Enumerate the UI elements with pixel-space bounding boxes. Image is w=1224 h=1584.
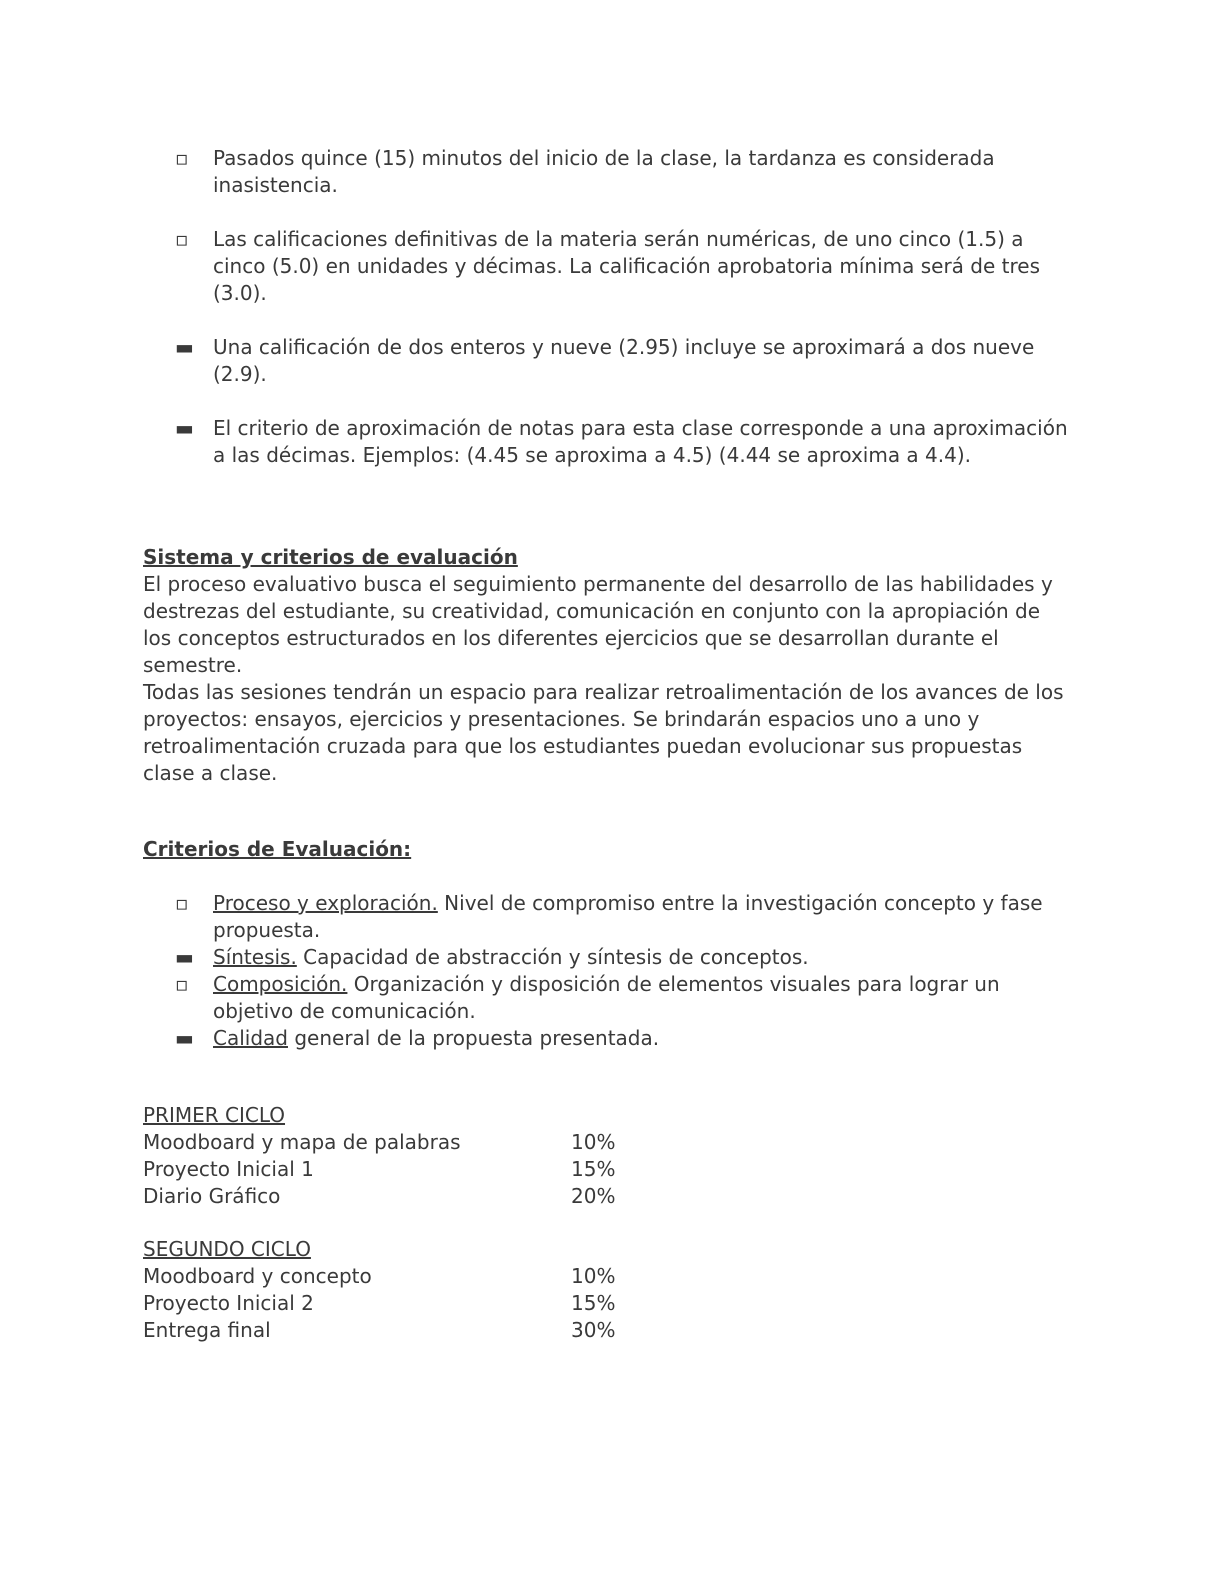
criterion-text: Organización y disposición de elementos visuales para lograr un objetivo de comunicación.	[213, 972, 1000, 1023]
section-title: Criterios de Evaluación:	[143, 837, 412, 861]
rules-list	[175, 145, 1075, 496]
bullet-icon: ▫	[175, 972, 189, 996]
criterion-label: Composición.	[213, 972, 348, 996]
bullet-icon: ▬	[175, 416, 194, 440]
table-row	[143, 1317, 643, 1344]
grade-item-percent: 20%	[571, 1184, 616, 1208]
evaluation-system-section	[143, 544, 1073, 787]
list-item	[175, 334, 1075, 388]
criterion-text: Nivel de compromiso entre la investigación concepto y fase propuesta.	[213, 891, 1043, 942]
rule-text: Pasados quince (15) minutos del inicio de la clase, la tardanza es considerada inasistencia.	[213, 146, 995, 197]
grade-item-percent: 15%	[571, 1157, 616, 1181]
bullet-icon: ▫	[175, 891, 189, 915]
grade-item-name: Moodboard y concepto	[143, 1264, 372, 1288]
grade-item-name: Diario Gráfico	[143, 1184, 281, 1208]
rule-text: Las calificaciones definitivas de la materia serán numéricas, de uno cinco (1.5) a cinco (5.0) en unidades y décimas. La calificación aprobatoria mínima será de tres (3.0).	[213, 227, 1041, 305]
paragraph: Todas las sesiones tendrán un espacio para realizar retroalimentación de los avances de los proyectos: ensayos, ejercicios y presentaciones. Se brindarán espacios uno a uno y retroalimentación cruzada para que los estudiantes puedan evolucionar sus propuestas clase a clase.	[143, 680, 1064, 785]
grade-item-name: Proyecto Inicial 2	[143, 1291, 314, 1315]
criteria-section	[143, 836, 1073, 863]
criterion-label: Calidad	[213, 1026, 288, 1050]
grades-second-cycle	[143, 1236, 643, 1344]
cycle-title: PRIMER CICLO	[143, 1103, 286, 1127]
list-item	[175, 1025, 1075, 1052]
grade-item-percent: 15%	[571, 1291, 616, 1315]
list-item	[175, 145, 1075, 199]
criterion-label: Síntesis.	[213, 945, 297, 969]
grades-first-cycle	[143, 1102, 643, 1210]
rule-text: Una calificación de dos enteros y nueve (2.95) incluye se aproximará a dos nueve (2.9).	[213, 335, 1035, 386]
bullet-icon: ▫	[175, 227, 189, 251]
table-row	[143, 1156, 643, 1183]
list-item	[175, 415, 1075, 469]
paragraph: El proceso evaluativo busca el seguimiento permanente del desarrollo de las habilidades y destrezas del estudiante, su creatividad, comunicación en conjunto con la apropiación de los conceptos estructurados en los diferentes ejercicios que se desarrollan durante el semestre.	[143, 572, 1053, 677]
criterion-text: general de la propuesta presentada.	[287, 1026, 660, 1050]
grade-item-percent: 10%	[571, 1264, 616, 1288]
bullet-icon: ▬	[175, 1026, 194, 1050]
list-item	[175, 890, 1075, 944]
grade-item-name: Entrega final	[143, 1318, 271, 1342]
section-title: Sistema y criterios de evaluación	[143, 545, 518, 569]
list-item	[175, 971, 1075, 1025]
criterion-label: Proceso y exploración.	[213, 891, 438, 915]
criterion-text: Capacidad de abstracción y síntesis de conceptos.	[296, 945, 809, 969]
list-item	[175, 226, 1075, 307]
grade-item-name: Moodboard y mapa de palabras	[143, 1130, 461, 1154]
table-row	[143, 1263, 643, 1290]
grade-item-name: Proyecto Inicial 1	[143, 1157, 314, 1181]
bullet-icon: ▫	[175, 146, 189, 170]
grade-item-percent: 30%	[571, 1318, 616, 1342]
grade-item-percent: 10%	[571, 1130, 616, 1154]
criteria-list	[175, 890, 1075, 1052]
list-item	[175, 944, 1075, 971]
table-row	[143, 1290, 643, 1317]
table-row	[143, 1129, 643, 1156]
bullet-icon: ▬	[175, 335, 194, 359]
cycle-title: SEGUNDO CICLO	[143, 1237, 311, 1261]
rule-text: El criterio de aproximación de notas para esta clase corresponde a una aproximación a las décimas. Ejemplos: (4.45 se aproxima a 4.5) (4.44 se aproxima a 4.4).	[213, 416, 1068, 467]
bullet-icon: ▬	[175, 945, 194, 969]
table-row	[143, 1183, 643, 1210]
